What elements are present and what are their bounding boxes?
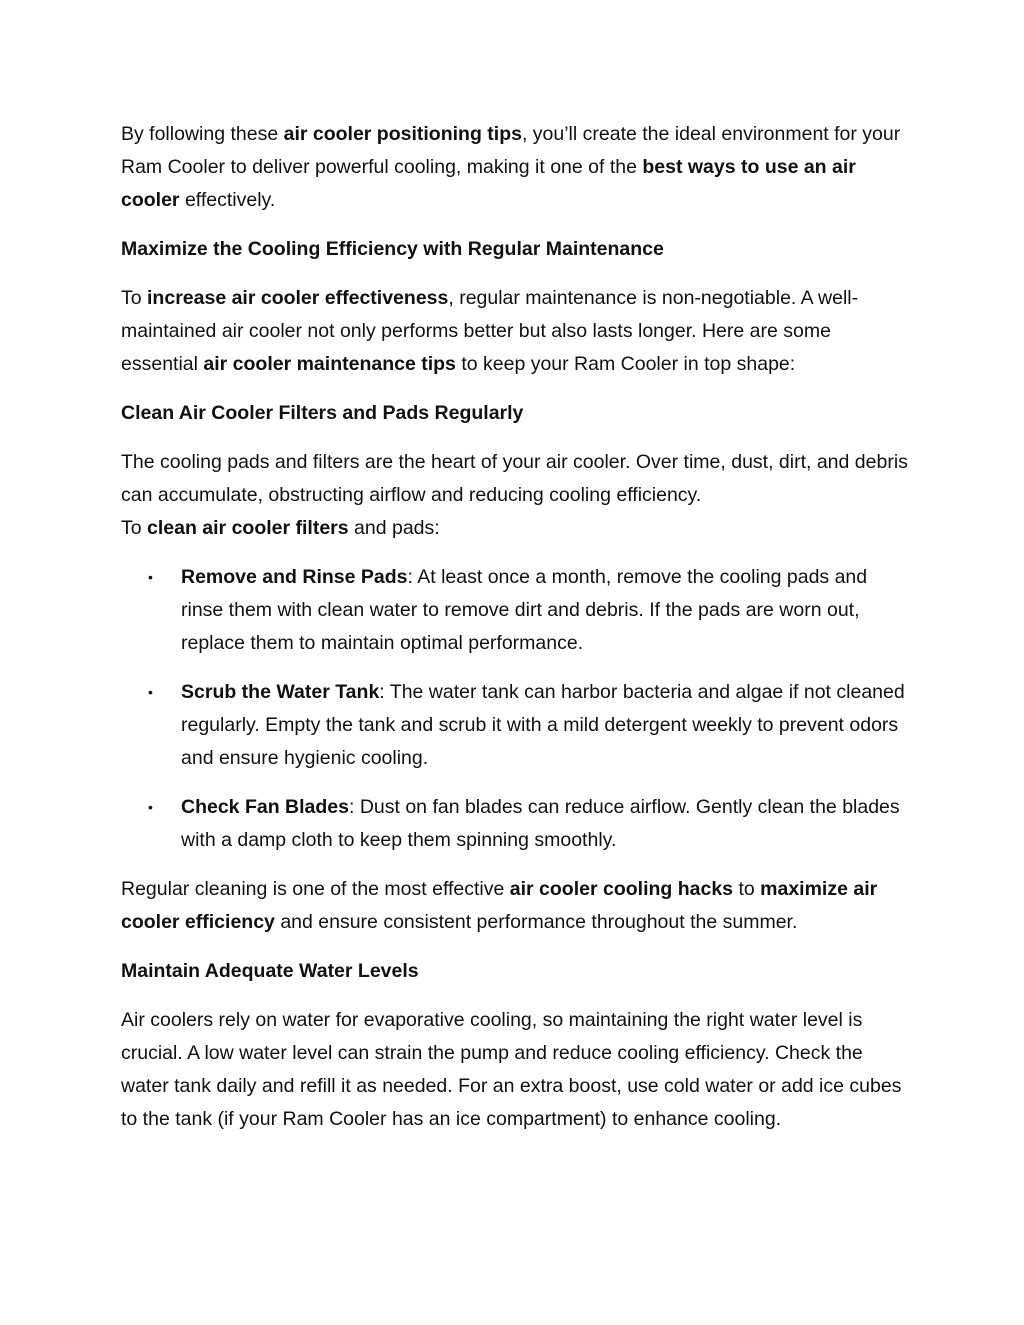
list-item <box>121 791 911 857</box>
section-heading-filters: Clean Air Cooler Filters and Pads Regularly <box>121 402 524 424</box>
text-run: and pads: <box>348 517 440 539</box>
list-item-text: : Dust on fan blades can reduce airflow. Gently clean the blades with a damp cloth to keep them spinning smoothly. <box>181 796 900 851</box>
bold-phrase: air cooler positioning tips <box>283 123 522 145</box>
list-item <box>121 676 911 775</box>
filters-paragraph <box>121 446 911 545</box>
text-run: The cooling pads and filters are the heart of your air cooler. Over time, dust, dirt, and debris can accumulate, obstructing airflow and reducing cooling efficiency. <box>121 451 908 506</box>
bold-phrase: air cooler cooling hacks <box>509 878 734 900</box>
bold-phrase: clean air cooler filters <box>147 517 349 539</box>
section-heading-water: Maintain Adequate Water Levels <box>121 960 419 982</box>
list-item <box>121 561 911 660</box>
text-run: , regular maintenance is non-negotiable. A well-maintained air cooler not only performs better but also lasts longer. Here are some essential <box>121 287 859 375</box>
bullet-icon: • <box>148 799 153 815</box>
intro-paragraph <box>121 118 911 217</box>
text-run: To <box>121 287 148 309</box>
bullet-icon: • <box>148 684 153 700</box>
bold-phrase: best ways to use an air cooler <box>121 156 856 211</box>
section-heading-maintenance: Maximize the Cooling Efficiency with Regular Maintenance <box>121 238 664 260</box>
maintenance-paragraph <box>121 282 911 381</box>
list-item-text: : At least once a month, remove the cooling pads and rinse them with clean water to remove dirt and debris. If the pads are worn out, replace them to maintain optimal performance. <box>181 566 868 654</box>
text-run: By following these <box>121 123 284 145</box>
document-page <box>121 118 911 1152</box>
text-run: effectively. <box>179 189 276 211</box>
bullet-icon: • <box>148 569 153 585</box>
bold-phrase: air cooler maintenance tips <box>203 353 456 375</box>
text-run: to <box>733 878 761 900</box>
water-paragraph: Air coolers rely on water for evaporative cooling, so maintaining the right water level is crucial. A low water level can strain the pump and reduce cooling efficiency. Check the water tank daily and refill it as needed. For an extra boost, use cold water or add ice cubes to the tank (if your Ram Cooler has an ice compartment) to enhance cooling. <box>121 1009 902 1130</box>
text-run: , you’ll create the ideal environment for your Ram Cooler to deliver powerful cooling, making it one of the <box>121 123 901 178</box>
list-item-title: Scrub the Water Tank <box>181 681 380 703</box>
list-item-title: Remove and Rinse Pads <box>181 566 408 588</box>
text-run: Regular cleaning is one of the most effective <box>121 878 510 900</box>
list-item-text: : The water tank can harbor bacteria and algae if not cleaned regularly. Empty the tank and scrub it with a mild detergent weekly to prevent odors and ensure hygienic cooling. <box>181 681 905 769</box>
bold-phrase: increase air cooler effectiveness <box>147 287 449 309</box>
text-run: To <box>121 517 148 539</box>
cleaning-summary-paragraph <box>121 873 911 939</box>
list-item-title: Check Fan Blades <box>181 796 349 818</box>
text-run: to keep your Ram Cooler in top shape: <box>455 353 796 375</box>
cleaning-steps-list <box>121 561 911 857</box>
bold-phrase: maximize air cooler efficiency <box>121 878 878 933</box>
text-run: and ensure consistent performance throughout the summer. <box>274 911 798 933</box>
